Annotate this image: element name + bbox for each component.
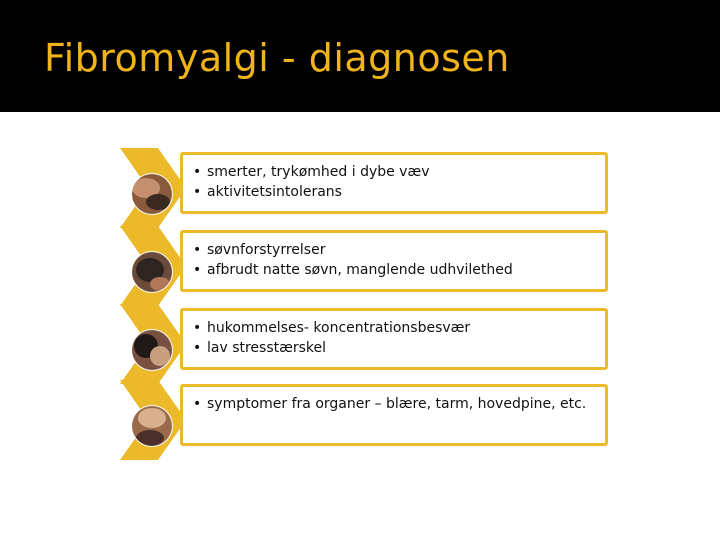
- bullet-text: • aktivitetsintolerans: [193, 183, 605, 201]
- bullet-text: • symptomer fra organer – blære, tarm, hovedpine, etc.: [193, 395, 605, 413]
- title-bar: [0, 0, 720, 112]
- list-item: [116, 230, 606, 294]
- bullet-text: • afbrudt natte søvn, manglende udhvilethed: [193, 261, 605, 279]
- bullet-card: [180, 308, 608, 370]
- list-item: [116, 384, 606, 448]
- bullet-text: • hukommelses- koncentrationsbesvær: [193, 319, 605, 337]
- bullet-card: [180, 152, 608, 214]
- chevron-photo-icon: [116, 380, 188, 462]
- slide-title: Fibromyalgi - diagnosen: [44, 36, 510, 80]
- chevron-photo-icon: [116, 226, 188, 308]
- bullet-text: • smerter, trykømhed i dybe væv: [193, 163, 605, 181]
- chevron-photo-icon: [116, 304, 188, 386]
- bullet-card: [180, 230, 608, 292]
- chevron-photo-icon: [116, 148, 188, 230]
- bullet-text: • søvnforstyrrelser: [193, 241, 605, 259]
- list-item: [116, 152, 606, 216]
- bullet-text: • lav stresstærskel: [193, 339, 605, 357]
- list-item: [116, 308, 606, 372]
- bullet-card: [180, 384, 608, 446]
